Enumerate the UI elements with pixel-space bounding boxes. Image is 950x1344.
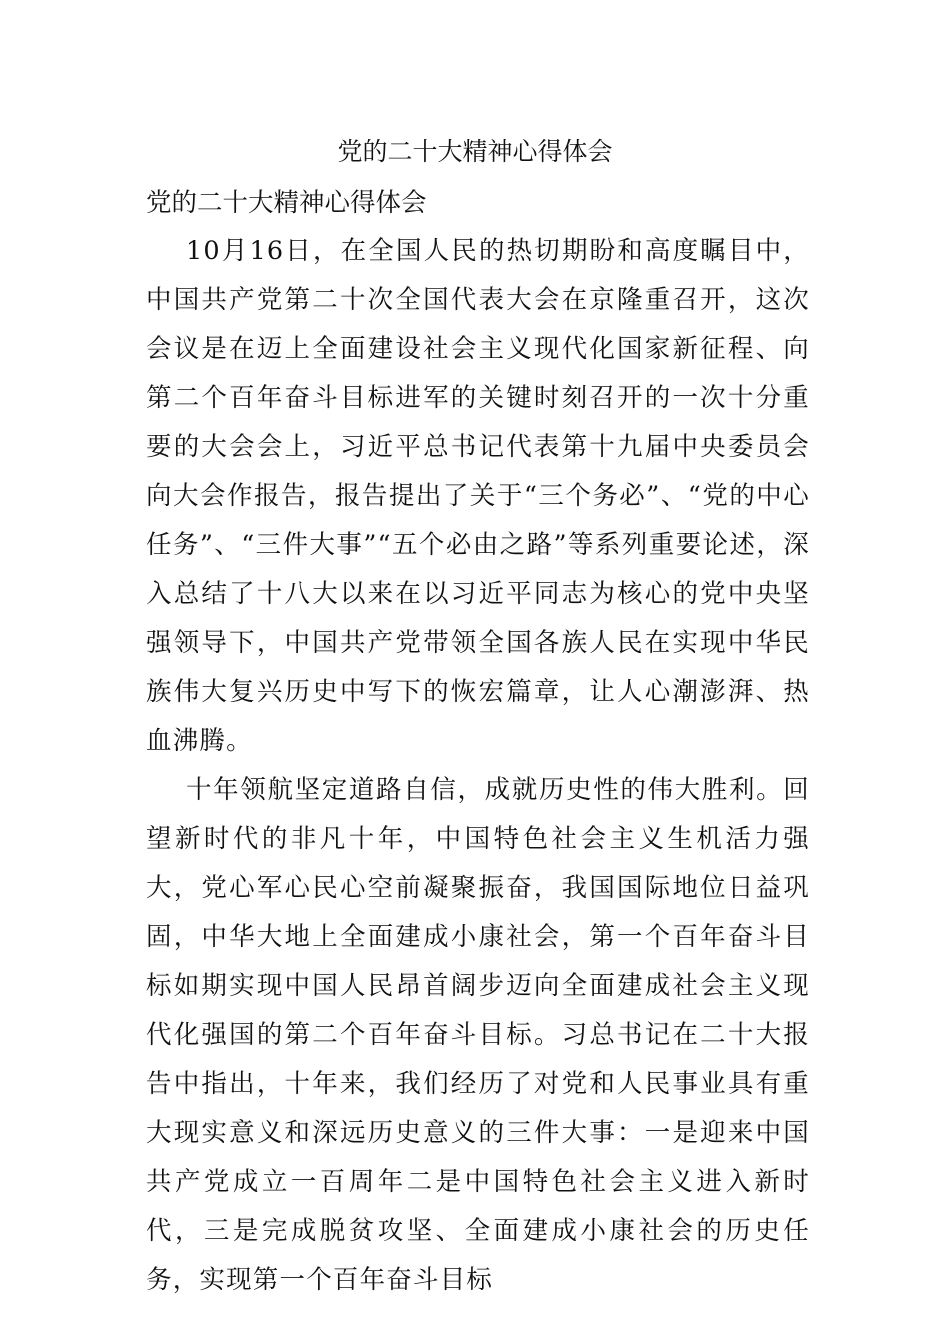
paragraph-1: 10月16日，在全国人民的热切期盼和高度瞩目中，中国共产党第二十次全国代表大会在京隆重召开，这次会议是在迈上全面建设社会主义现代化国家新征程、向第二个百年奋斗目标进军的关键时刻召开的一次十分重要的大会会上，习近平总书记代表第十九届中央委员会向大会作报告，报告提出了关于“三个务必”、“党的中心任务”、“三件大事”“五个必由之路”等系列重要论述，深入总结了十八大以来在以习近平同志为核心的党中央坚强领导下，中国共产党带领全国各族人民在实现中华民族伟大复兴历史中写下的恢宏篇章，让人心潮澎湃、热血沸腾。 <box>146 236 810 756</box>
document-title: 党的二十大精神心得体会 <box>337 137 613 166</box>
document-body <box>146 181 810 1305</box>
document-subtitle: 党的二十大精神心得体会 <box>146 188 427 218</box>
paragraph-2: 十年领航坚定道路自信，成就历史性的伟大胜利。回望新时代的非凡十年，中国特色社会主义生机活力强大，党心军心民心空前凝聚振奋，我国国际地位日益巩固，中华大地上全面建成小康社会，第一个百年奋斗目标如期实现中国人民昂首阔步迈向全面建成社会主义现代化强国的第二个百年奋斗目标。习总书记在二十大报告中指出，十年来，我们经历了对党和人民事业具有重大现实意义和深远历史意义的三件大事：一是迎来中国共产党成立一百周年二是中国特色社会主义进入新时代，三是完成脱贫攻坚、全面建成小康社会的历史任务，实现第一个百年奋斗目标 <box>146 775 810 1295</box>
